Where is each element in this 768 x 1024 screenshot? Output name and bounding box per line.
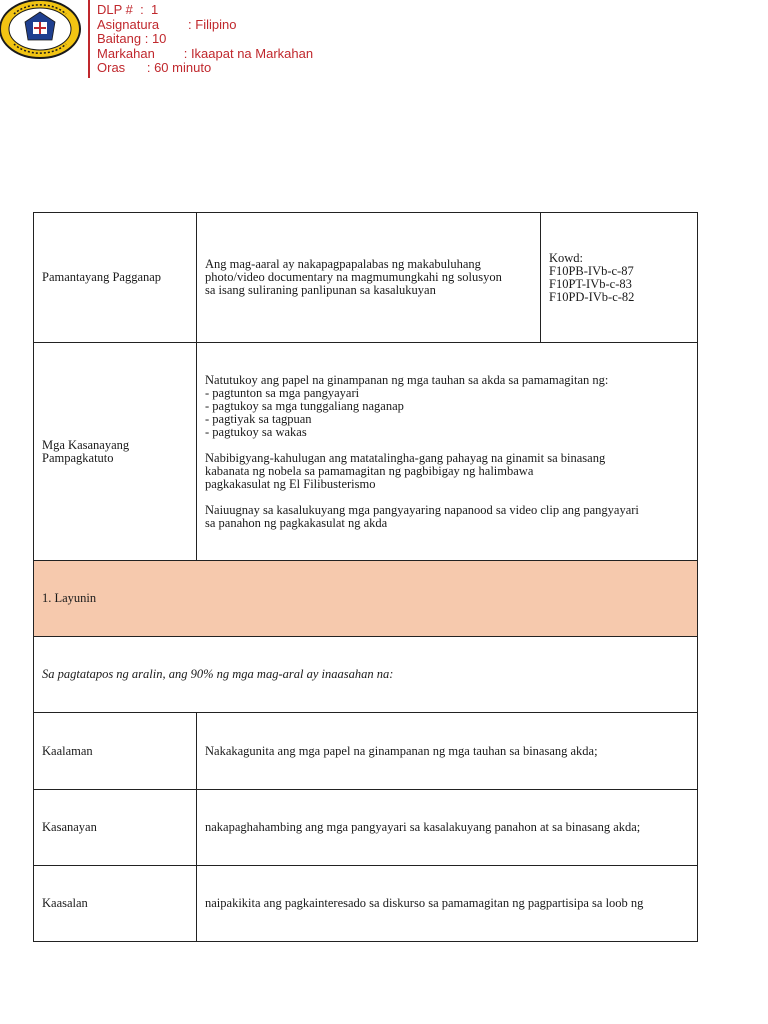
table-row-objective [34,866,698,942]
text-line: - pagtunton sa mga pangyayari [205,385,360,400]
lesson-plan-table [33,212,698,942]
meta-sep: : [125,60,155,75]
objective-text: Nakakagunita ang mga papel na ginampanan ng mga tauhan sa binasang akda; [197,713,698,790]
table-row-objective [34,790,698,866]
table-row-performance-standard [34,213,698,343]
meta-sep: : [159,16,196,32]
objectives-intro: Sa pagtatapos ng aralin, ang 90% ng mga mag-aral ay inaasahan na: [34,637,698,713]
text-line: kabanata ng nobela sa pamamagitan ng pagbibigay ng halimbawa [205,463,534,478]
competencies-text [197,343,698,561]
lesson-metadata [97,3,313,76]
code-line: F10PB-IVb-c-87 [549,263,634,278]
meta-row-quarter [97,47,313,62]
paragraph-gap [205,491,689,504]
table-row-objective [34,713,698,790]
meta-label: Baitang [97,31,142,46]
competency-codes [541,213,698,343]
meta-value: 60 minuto [154,60,212,75]
text-line: Natutukoy ang papel na ginampanan ng mga tauhan sa akda sa pamamagitan ng: [205,372,609,387]
code-line: F10PT-IVb-c-83 [549,276,632,291]
code-line: F10PD-IVb-c-82 [549,289,635,304]
text-line: pagkakasulat ng El Filibusterismo [205,476,376,491]
document-header [0,0,400,80]
meta-row-subject [97,18,313,33]
table-row-intro [34,637,698,713]
label-line: Mga Kasanayang [42,437,130,452]
text-line: Nabibigyang-kahulugan ang matatalingha-gang pahayag na ginamit sa binasang [205,450,606,465]
meta-label: Markahan [97,45,155,61]
meta-sep: : [132,2,151,17]
competencies-label [34,343,197,561]
text-line: sa panahon ng pagkakasulat ng akda [205,515,388,530]
performance-standard-label: Pamantayang Pagganap [34,213,197,343]
text-line: - pagtiyak sa tagpuan [205,411,312,426]
meta-label: Oras [97,60,126,75]
text-line: Ang mag-aaral ay nakapagpapalabas ng makabuluhang [205,257,481,271]
objective-label: Kasanayan [34,790,197,866]
performance-standard-text [197,213,541,343]
section-title: 1. Layunin [34,561,698,637]
meta-value: 10 [151,31,167,46]
objective-label: Kaasalan [34,866,197,942]
text-line: - pagtukoy sa mga tunggaliang naganap [205,398,404,413]
meta-value: Ikaapat na Markahan [190,45,314,61]
label-line: Pampagkatuto [42,450,114,465]
code-line: Kowd: [549,250,584,265]
objective-text: nakapaghahambing ang mga pangyayari sa kasalakuyang panahon at sa binasang akda; [197,790,698,866]
table-row-competencies [34,343,698,561]
text-line: Naiuugnay sa kasalukuyang mga pangyayaring napanood sa video clip ang pangyayari [205,502,639,517]
meta-row-grade [97,32,313,47]
meta-sep: : [154,45,191,61]
meta-label: Asignatura [97,16,160,32]
paragraph-gap [205,439,689,452]
section-header-row [34,561,698,637]
school-seal-logo [0,0,84,64]
meta-sep: : [141,31,152,46]
objective-text: naipakikita ang pagkainteresado sa diskurso sa pamamagitan ng pagpartisipa sa loob ng [197,866,698,942]
meta-value: 1 [150,2,159,17]
objective-label: Kaalaman [34,713,197,790]
header-divider [88,0,90,78]
text-line: sa isang suliraning panlipunan sa kasalukuyan [205,283,436,297]
text-line: - pagtukoy sa wakas [205,424,307,439]
meta-label: DLP # [97,2,133,17]
text-line: photo/video documentary na magmumungkahi ng solusyon [205,270,502,284]
meta-value: Filipino [195,16,237,32]
meta-row-dlp [97,3,313,18]
meta-row-time [97,61,313,76]
